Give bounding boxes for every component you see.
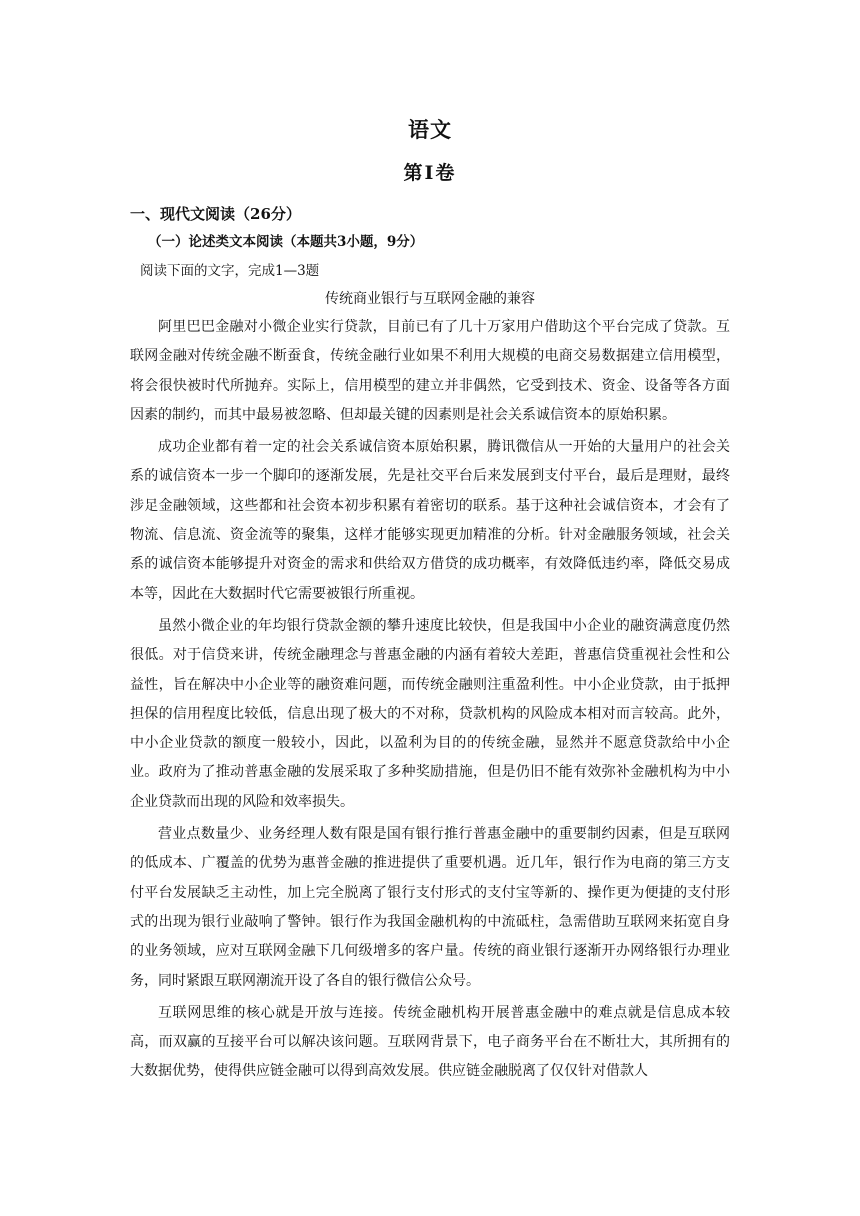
paragraph: 成功企业都有着一定的社会关系诚信资本原始积累，腾讯微信从一开始的大量用户的社会关系的诚信资本一步一个脚印的逐渐发展，先是社交平台后来发展到支付平台，最后是理财，最终涉足金融领域，这些都和社会资本初步积累有着密切的联系。基于这种社会诚信资本，才会有了物流、信息流、资金流等的聚集，这样才能够实现更加精准的分析。针对金融服务领域，社会关系的诚信资本能够提升对资金的需求和供给双方借贷的成功概率，有效降低违约率，降低交易成本等，因此在大数据时代它需要被银行所重视。 [130, 439, 730, 602]
section-heading: 一、现代文阅读（26分） [130, 205, 301, 223]
paragraph: 阿里巴巴金融对小微企业实行贷款，目前已有了几十万家用户借助这个平台完成了贷款。互联网金融对传统金融不断蚕食，传统金融行业如果不利用大规模的电商交易数据建立信用模型，将会很快被时代所抛弃。实际上，信用模型的建立并非偶然，它受到技术、资金、设备等各方面因素的制约，而其中最易被忽略、但却最关键的因素则是社会关系诚信资本的原始积累。 [130, 319, 730, 423]
volume-heading: 第Ⅰ卷 [403, 162, 457, 184]
passage-title: 传统商业银行与互联网金融的兼容 [325, 291, 535, 307]
subsection-heading: （一）论述类文本阅读（本题共3小题，9分） [148, 234, 424, 250]
passage-body [130, 313, 730, 1090]
paragraph: 营业点数量少、业务经理人数有限是国有银行推行普惠金融中的重要制约因素，但是互联网的低成本、广覆盖的优势为惠普金融的推进提供了重要机遇。近几年，银行作为电商的第三方支付平台发展缺乏主动性，加上完全脱离了银行支付形式的支付宝等新的、操作更为便捷的支付形式的出现为银行业敲响了警钟。银行作为我国金融机构的中流砥柱，急需借助互联网来拓宽自身的业务领域，应对互联网金融下几何级增多的客户量。传统的商业银行逐渐开办网络银行办理业务，同时紧跟互联网潮流开设了各自的银行微信公众号。 [130, 826, 730, 989]
exam-title: 语文 [408, 117, 452, 142]
paragraph: 虽然小微企业的年均银行贷款金额的攀升速度比较快，但是我国中小企业的融资满意度仍然很低。对于信贷来讲，传统金融理念与普惠金融的内涵有着较大差距，普惠信贷重视社会性和公益性，旨在解决中小企业等的融资难问题，而传统金融则注重盈利性。中小企业贷款，由于抵押担保的信用程度比较低，信息出现了极大的不对称，贷款机构的风险成本相对而言较高。此外，中小企业贷款的额度一般较小，因此，以盈利为目的的传统金融，显然并不愿意贷款给中小企业。政府为了推动普惠金融的发展采取了多种奖励措施，但是仍旧不能有效弥补金融机构为中小企业贷款而出现的风险和效率损失。 [130, 617, 730, 810]
reading-instruction: 阅读下面的文字，完成1—3题 [140, 263, 320, 279]
paragraph: 互联网思维的核心就是开放与连接。传统金融机构开展普惠金融中的难点就是信息成本较高，而双赢的互接平台可以解决该问题。互联网背景下，电子商务平台在不断壮大，其所拥有的大数据优势，使得供应链金融可以得到高效发展。供应链金融脱离了仅仅针对借款人 [130, 1004, 730, 1080]
